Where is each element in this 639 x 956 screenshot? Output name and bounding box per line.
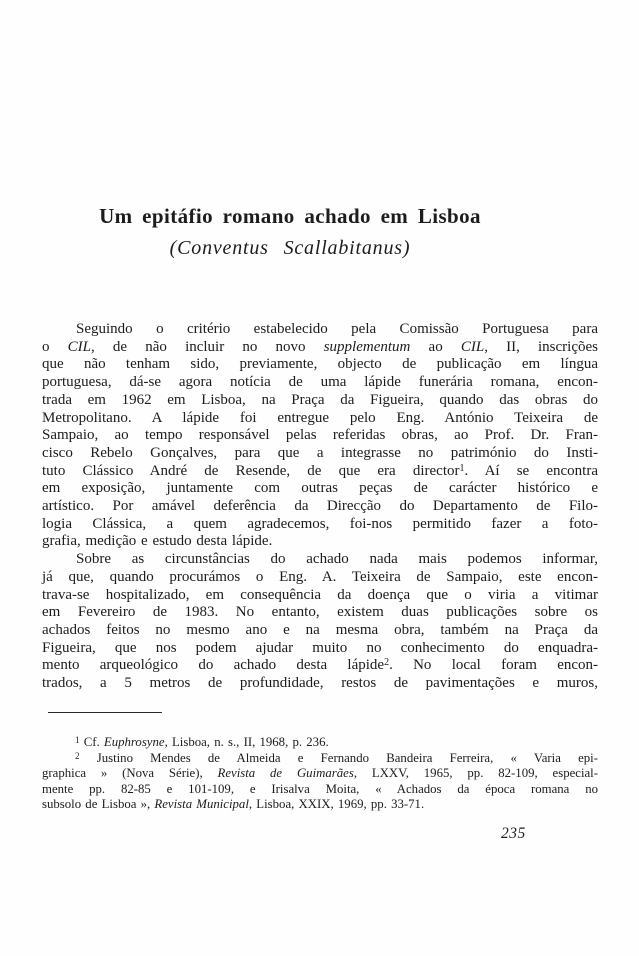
article-body <box>42 321 598 693</box>
paragraph-2 <box>42 551 598 693</box>
text-line: trada em 1962 em Lisboa, na Praça da Figueira, quando das obras do <box>42 391 598 408</box>
text-line: trava-se hospitalizado, em consequência da doença que o viria a vitimar <box>42 586 598 603</box>
text-line: artístico. Por amável deferência da Direcção do Departamento de Filo- <box>42 498 598 515</box>
article-subtitle: (Conventus Scallabitanus) <box>169 237 411 260</box>
text-line: $^2$ Justino Mendes de Almeida e Fernando Bandeira Ferreira, « Varia epi- <box>75 750 598 765</box>
text-line: já que, quando procurámos o Eng. A. Teixeira de Sampaio, este encon- <box>42 568 598 585</box>
text-line: Figueira, que nos podem ajudar muito no conhecimento do enquadra- <box>42 639 598 656</box>
text-line: Metropolitano. A lápide foi entregue pelo Eng. António Teixeira de <box>42 409 598 426</box>
text-line: Seguindo o critério estabelecido pela Comissão Portuguesa para <box>76 321 598 337</box>
text-line: Sampaio, ao tempo responsável pelas referidas obras, ao Prof. Dr. Fran- <box>42 427 598 444</box>
text-line: achados feitos no mesmo ano e na mesma obra, também na Praça da <box>42 621 598 638</box>
article-title: Um epitáfio romano achado em Lisboa <box>99 204 481 228</box>
text-line: portuguesa, dá-se agora notícia de uma lápide funerária romana, encon- <box>42 374 598 391</box>
text-line: trados, a 5 metros de profundidade, restos de pavimentações e muros, <box>42 675 598 692</box>
text-line: o CIL, de não incluir no novo supplementum ao CIL, II, inscrições <box>42 338 598 355</box>
text-line: em Fevereiro de 1983. No entanto, existem duas publicações sobre os <box>42 604 598 621</box>
text-line: mento arqueológico do achado desta lápide$^2$. No local foram encon- <box>42 657 598 674</box>
text-line: cisco Rebelo Gonçalves, para que a integrasse no património do Insti- <box>42 444 598 461</box>
text-line: $^1$ Cf. Euphrosyne, Lisboa, n. s., II, 1968, p. 236. <box>75 735 329 749</box>
footnotes <box>42 735 598 813</box>
text-line: tuto Clássico André de Resende, de que era director$^1$. Aí se encontra <box>42 462 598 479</box>
footnote-separator <box>48 712 162 713</box>
paragraph-1 <box>42 321 598 551</box>
text-line: subsolo de Lisboa », Revista Municipal, Lisboa, XXIX, 1969, pp. 33-71. <box>42 797 425 812</box>
footnote-2 <box>42 751 598 813</box>
text-line: Sobre as circunstâncias do achado nada mais podemos informar, <box>76 551 598 568</box>
text-line: que não tenham sido, previamente, objecto de publicação em língua <box>42 356 598 373</box>
text-line: logia Clássica, a quem agradecemos, foi-nos permitido fazer a foto- <box>42 515 598 532</box>
page-number: 235 <box>501 825 526 842</box>
text-line: mente pp. 82-85 e 101-109, e Irisalva Moita, « Achados da época romana no <box>42 781 598 796</box>
text-line: graphica » (Nova Série), Revista de Guimarães, LXXV, 1965, pp. 82-109, especial- <box>42 766 599 781</box>
title-block <box>12 204 568 260</box>
text-line: grafia, medição e estudo desta lápide. <box>42 533 273 550</box>
footnote-1 <box>42 735 598 751</box>
text-line: em exposição, juntamente com outras peças de carácter histórico e <box>42 480 598 497</box>
